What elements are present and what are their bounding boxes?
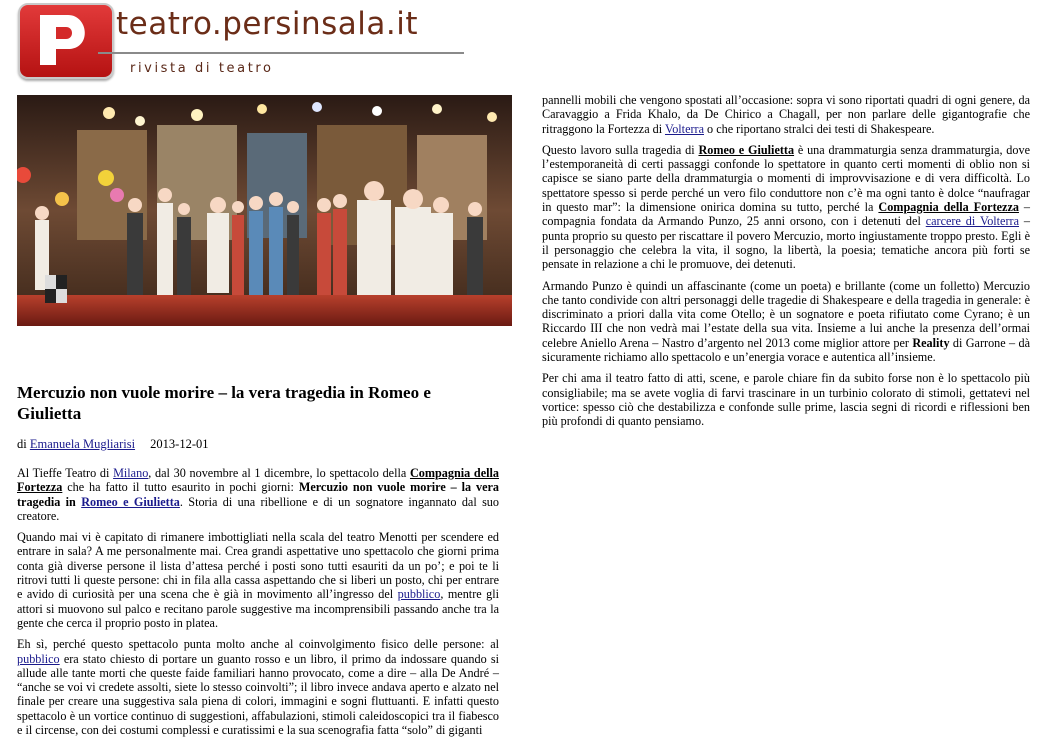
stage-photo	[17, 95, 512, 326]
text: che ha fatto il tutto esaurito in pochi giorni:	[62, 480, 299, 495]
link-pubblico[interactable]: pubblico	[17, 651, 60, 666]
link-compagnia-della-fortezza[interactable]: Compagnia della Fortezza	[17, 466, 499, 495]
article-paragraph	[542, 371, 1030, 428]
link-romeo-e-giulietta[interactable]: Romeo e Giulietta	[81, 494, 180, 509]
link-carcere-di-volterra[interactable]: carcere di Volterra	[925, 214, 1019, 229]
article-paragraph-intro	[17, 466, 499, 523]
text: è una drammaturgia senza drammaturgia, dove l’estemporaneità di certi passaggi confonde lo spettatore in quanto certi momenti di oblio non si capisce se siano parte della drammaturgia o momenti di improvvisazione e di vera difficoltà. Lo spettatore spesso si perde perché un vero filo conduttore non c’è ma ogni tanto è dolce “naufragar in questo mar”: la dimensione onirica domina su tutto, perché la	[542, 142, 1030, 215]
article-title: Mercuzio non vuole morire – la vera tragedia in Romeo e Giulietta	[17, 383, 431, 423]
site-header	[18, 0, 488, 88]
site-tagline: rivista di teatro	[130, 61, 274, 76]
text: . Storia di una ribellione e di un sognatore ingannato dal suo creatore.	[17, 494, 499, 523]
p-logo-icon[interactable]	[18, 3, 114, 79]
text: – compagnia fondata da Armando Punzo, 25 anni orsono, con i detenuti del	[542, 200, 1031, 229]
text: Per chi ama il teatro fatto di atti, scene, e parole chiare fin da subito forse non è lo spettacolo più consigliabile; ma se avete voglia di farvi trascinare in un turbinio colorato di stimoli, gettatevi nel vortice: spesso ciò che destabilizza e confonde sulle prime, lascia segni di ricordi e riflessioni ben più profondi di quanto pensiamo.	[542, 371, 1030, 429]
article-left-column	[17, 382, 499, 744]
text: di Garrone – dà sicuramente richiamo allo spettacolo e un’energia vorace e autentica all’insieme.	[542, 335, 1030, 365]
article-paragraph	[542, 93, 1030, 136]
text: , mentre gli attori si muovono sul palco e recitano parole suggestive ma incomprensibili passando anche tra la gente che cerca il proprio posto in platea.	[17, 587, 499, 630]
show-title-bold: Mercuzio non vuole morire – la vera tragedia in	[17, 480, 499, 509]
text: pannelli mobili che vengono spostati all’occasione: sopra vi sono riportati quadri di ogni genere, da Caravaggio a Frida Khalo, da De Chirico a Chagall, per non parlare delle gigantografie che ritraggono la Fortezza di	[542, 93, 1030, 136]
reality-bold: Reality	[912, 335, 950, 350]
article-paragraph	[542, 143, 1030, 272]
text: , dal 30 novembre al 1 dicembre, lo spettacolo della	[148, 466, 410, 480]
link-volterra[interactable]: Volterra	[664, 121, 704, 136]
link-compagnia-della-fortezza[interactable]: Compagnia della Fortezza	[878, 200, 1019, 215]
article-paragraph	[542, 279, 1030, 365]
byline-prefix: di	[17, 437, 27, 451]
text: o che riportano stralci dei testi di Shakespeare.	[704, 121, 935, 136]
text: Eh sì, perché questo spettacolo punta molto anche al coinvolgimento fisico delle persone: al	[17, 637, 499, 652]
text: Quando mai vi è capitato di rimanere imbottigliati nella scala del teatro Menotti per scendere ed entrare in sala? A me personalmente mai. Crea grandi aspettative uno spettacolo che giorni prima conta già diverse persone il lista d’attesa perché i posti sono tutti esauriti da un po’; e poi te li ritrovi tutti li queste persone: chi in fila alla cassa aspettando che si liberi un posto, chi per entrare e avido di curiosità per una scena che è già in movimento all’ingresso del	[17, 530, 499, 602]
author-link[interactable]: Emanuela Mugliarisi	[29, 437, 136, 451]
article-paragraph	[17, 637, 499, 737]
link-pubblico[interactable]: pubblico	[397, 587, 441, 602]
site-name[interactable]: teatro.persinsala.it	[116, 6, 419, 42]
text: Armando Punzo è quindi un affascinante (come un poeta) e brillante (come un folletto) Mercuzio che tanto condivide con altri personaggi delle tragedie di Shakespeare e della tragedia in generale: è discriminato a priori dalla vita come Otello; è un sognatore e poeta rifiutato come Cyrano; è un Riccardo III che non vedrà mai l’estate della sua vita. Insieme a lui anche la presenza dell’ormai celebre Aniello Arena – Nastro d’argento nel 2013 come miglior attore per	[542, 278, 1030, 350]
article-meta	[17, 437, 499, 452]
link-milano[interactable]: Milano	[113, 466, 149, 480]
article-right-column	[542, 93, 1030, 436]
header-divider	[98, 52, 464, 54]
link-romeo-e-giulietta[interactable]: Romeo e Giulietta	[698, 142, 795, 157]
text: – punta proprio su questo per riscattare il povero Mercuzio, morto ingiustamente troppo presto. Egli è il personaggio che celebra la vita, il sogno, la libertà, la poesia; tematiche ancora più forti se pensate in relazione a chi le promuove, dei detenuti.	[542, 214, 1030, 272]
article-paragraph	[17, 530, 499, 630]
text: Al Tieffe Teatro di	[17, 466, 114, 480]
article-date: 2013-12-01	[150, 437, 209, 451]
text: Questo lavoro sulla tragedia di	[542, 142, 699, 157]
text: era stato chiesto di portare un guanto rosso e un libro, il primo da indossare quando si allude alle tante morti che queste faide familiari hanno provocato, come a dire – alla De André – “anche se voi vi credete assolti, siete lo stesso coinvolti”; il libro invece andava aperto e alzato nel finale per creare una suggestiva sala piena di colori, immagini e sogni fluttuanti. E infatti questo spettacolo è un vortice continuo di suggestioni, affabulazioni, stimoli caleidoscopici tra il fiabesco e il circense, con dei costumi complessi e curatissimi e la sua scenografia fatta “solo” di giganti	[17, 651, 499, 738]
